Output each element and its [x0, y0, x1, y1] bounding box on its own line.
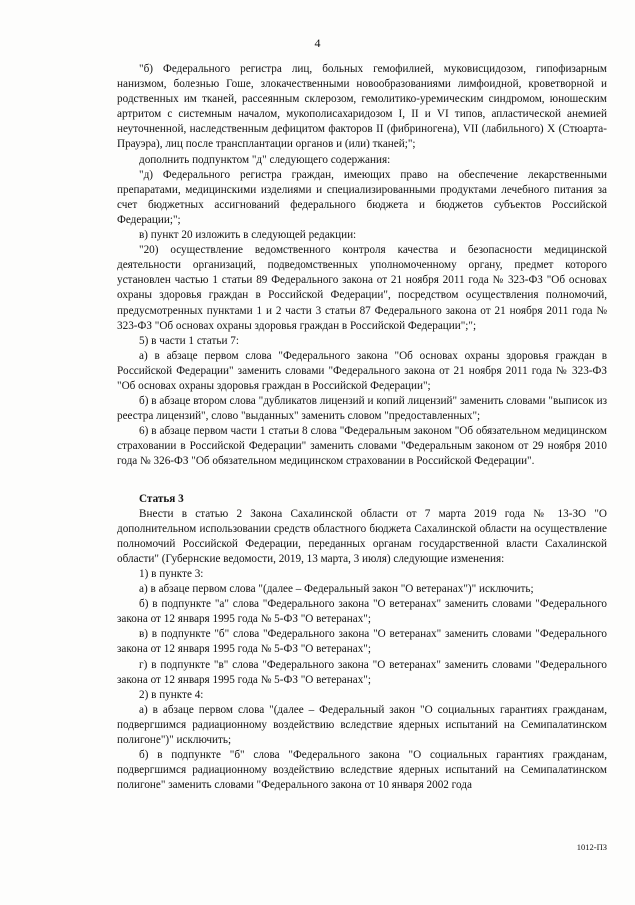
paragraph: а) в абзаце первом слова "(далее – Федеральный закон "О ветеранах")" исключить; [139, 583, 534, 596]
paragraph: 5) в части 1 статьи 7: [139, 334, 239, 347]
paragraph: а) в абзаце первом слова "Федерального закона "Об основах охраны здоровья граждан в Российской Федерации" заменить словами "Федерального закона от 21 ноября 2011 года № 323-ФЗ "Об основах охраны здоровья граждан в Российской Федерации"; [117, 349, 607, 392]
paragraph: б) в абзаце втором слова "дубликатов лицензий и копий лицензий" заменить словами "выписок из реестра лицензий", слово "выданных" заменить словом "предоставленных"; [117, 395, 607, 423]
paragraph: а) в абзаце первом слова "(далее – Федеральный закон "О социальных гарантиях гражданам, подвергшимся радиационному воздействию вследствие ядерных испытаний на Семипалатинском полигоне")" исключить; [117, 703, 607, 747]
paragraph: 6) в абзаце первом части 1 статьи 8 слова "Федеральным законом "Об обязательном медицинском страховании в Российской Федерации" заменить словами "Федеральным законом от 29 ноября 2010 года № 326-ФЗ "Об обязательном медицинском страховании в Российской Федерации". [117, 425, 607, 468]
page-number: 4 [314, 36, 321, 50]
paragraph: в) в подпункте "б" слова "Федерального закона "О ветеранах" заменить словами "Федерального закона от 12 января 1995 года № 5-ФЗ "О ветеранах"; [117, 628, 607, 656]
paragraph: г) в подпункте "в" слова "Федерального закона "О ветеранах" заменить словами "Федерального закона от 12 января 1995 года № 5-ФЗ "О ветеранах"; [117, 658, 607, 686]
paragraph: 1) в пункте 3: [139, 568, 204, 580]
document-code: 1012-ПЗ [576, 842, 607, 852]
paragraph: "д) Федерального регистра граждан, имеющих право на обеспечение лекарственными препаратами, медицинскими изделиями и специализированными продуктами лечебного питания за счет бюджетных ассигнований федерального бюджета и бюджетов субъектов Российской Федерации;"; [117, 168, 607, 226]
paragraph: б) в подпункте "б" слова "Федерального закона "О социальных гарантиях гражданам, подвергшимся радиационному воздействию вследствие ядерных испытаний на Семипалатинском полигоне" заменить словами "Федерального закона от 10 января 2002 года [117, 749, 607, 792]
paragraph: 2) в пункте 4: [139, 688, 204, 701]
article-heading: Статья 3 [139, 492, 184, 505]
paragraph: в) пункт 20 изложить в следующей редакции: [139, 229, 357, 242]
paragraph: "б) Федерального регистра лиц, больных гемофилией, муковисцидозом, гипофизарным нанизмом, болезнью Гоше, злокачественными новообразованиями лимфоидной, кроветворной и родственных им тканей, рассеянным склерозом, гемолитико-уремическим синдромом, юношеским артритом с системным началом, мукополисахаридозом I, II и VI типов, апластической анемией неуточненной, наследственным дефицитом факторов II (фибриногена), VII (лабильного) X (Стюарта-Прауэра), лиц после трансплантации органов и (или) тканей;"; [117, 63, 607, 151]
paragraph: б) в подпункте "а" слова "Федерального закона "О ветеранах" заменить словами "Федерального закона от 12 января 1995 года № 5-ФЗ "О ветеранах"; [117, 598, 607, 626]
paragraph: Внести в статью 2 Закона Сахалинской области от 7 марта 2019 года № 13-ЗО "О дополнительном использовании средств областного бюджета Сахалинской области на осуществление полномочий Российской Федерации, переданных органам государственной власти Сахалинской области" (Губернские ведомости, 2019, 13 марта, 3 июля) следующие изменения: [117, 507, 607, 565]
document-body [117, 62, 607, 793]
paragraph: дополнить подпунктом "д" следующего содержания: [139, 153, 391, 166]
paragraph: "20) осуществление ведомственного контроля качества и безопасности медицинской деятельности организаций, подведомственных уполномоченному органу, предмет которого установлен частью 1 статьи 89 Федерального закона от 21 ноября 2011 года № 323-ФЗ "Об основах охраны здоровья граждан в Российской Федерации", посредством осуществления полномочий, предусмотренных пунктами 1 и 2 части 3 статьи 87 Федерального закона от 21 ноября 2011 года № 323-ФЗ "Об основах охраны здоровья граждан в Российской Федерации";"; [117, 244, 607, 332]
